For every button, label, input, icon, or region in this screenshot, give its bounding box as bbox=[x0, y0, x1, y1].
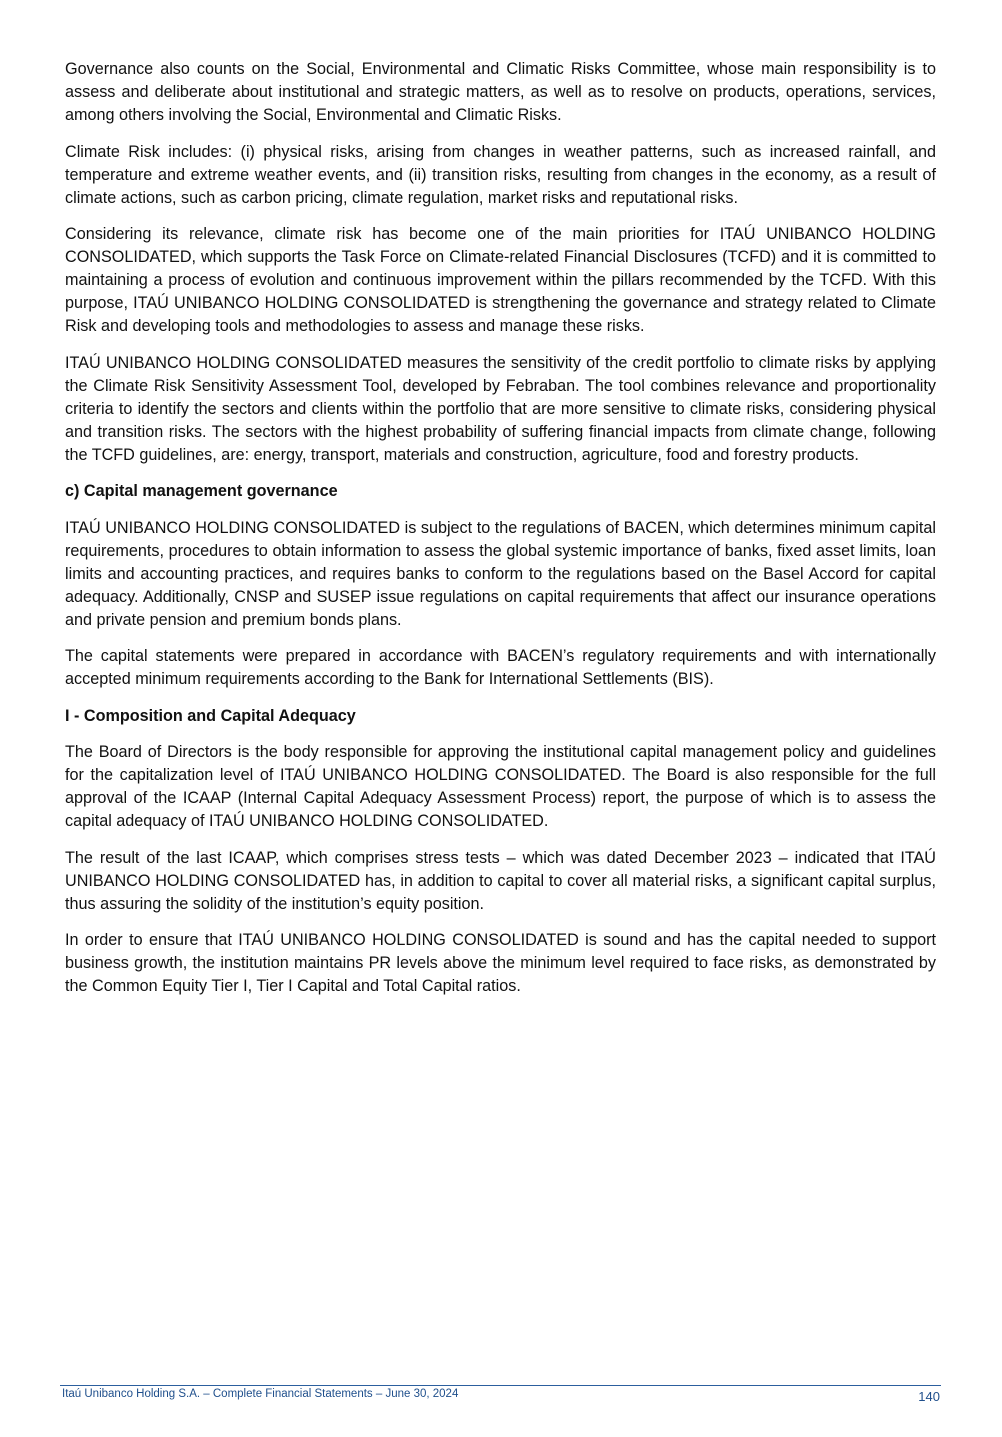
paragraph-bacen-regulations: ITAÚ UNIBANCO HOLDING CONSOLIDATED is subject to the regulations of BACEN, which determines minimum capital requirements, procedures to obtain information to assess the global systemic importance of banks, fixed asset limits, loan limits and accounting practices, and requires banks to conform to the regulations based on the Basel Accord for capital adequacy. Additionally, CNSP and SUSEP issue regulations on capital requirements that affect our insurance operations and private pension and premium bonds plans. bbox=[65, 518, 936, 629]
document-body bbox=[65, 58, 936, 1012]
paragraph-tcfd: Considering its relevance, climate risk has become one of the main priorities for ITAÚ UNIBANCO HOLDING CONSOLIDATED, which supports the Task Force on Climate-related Financial Disclosures (TCFD) and it is committed to maintaining a process of evolution and continuous improvement within the pillars recommended by the TCFD. With this purpose, ITAÚ UNIBANCO HOLDING CONSOLIDATED is strengthening the governance and strategy related to Climate Risk and developing tools and methodologies to assess and manage these risks. bbox=[65, 225, 936, 335]
paragraph-board-directors: The Board of Directors is the body responsible for approving the institutional capital management policy and guidelines for the capitalization level of ITAÚ UNIBANCO HOLDING CONSOLIDATED. The Board is also responsible for the full approval of the ICAAP (Internal Capital Adequacy Assessment Process) report, the purpose of which is to assess the capital adequacy of ITAÚ UNIBANCO HOLDING CONSOLIDATED. bbox=[65, 743, 936, 830]
paragraph-capital-statements: The capital statements were prepared in accordance with BACEN’s regulatory requirements and with internationally accepted minimum requirements according to the Bank for International Settlements (BIS). bbox=[65, 647, 936, 688]
footer-page-number: 140 bbox=[918, 1389, 940, 1404]
heading-composition-capital-adequacy: I - Composition and Capital Adequacy bbox=[65, 706, 356, 725]
paragraph-climate-risk: Climate Risk includes: (i) physical risks, arising from changes in weather patterns, such as increased rainfall, and temperature and extreme weather events, and (ii) transition risks, resulting from changes in the economy, as a result of climate actions, such as carbon pricing, climate regulation, market risks and reputational risks. bbox=[65, 142, 936, 207]
paragraph-icaap-result: The result of the last ICAAP, which comprises stress tests – which was dated December 2023 – indicated that ITAÚ UNIBANCO HOLDING CONSOLIDATED has, in addition to capital to cover all material risks, a significant capital surplus, thus assuring the solidity of the institution’s equity position. bbox=[65, 848, 936, 913]
footer-divider bbox=[60, 1385, 941, 1386]
paragraph-sensitivity-tool: ITAÚ UNIBANCO HOLDING CONSOLIDATED measures the sensitivity of the credit portfolio to climate risks by applying the Climate Risk Sensitivity Assessment Tool, developed by Febraban. The tool combines relevance and proportionality criteria to identify the sectors and clients within the portfolio that are more sensitive to climate risks, considering physical and transition risks. The sectors with the highest probability of suffering financial impacts from climate change, following the TCFD guidelines, are: energy, transport, materials and construction, agriculture, food and forestry products. bbox=[65, 353, 936, 464]
heading-capital-management: c) Capital management governance bbox=[65, 482, 338, 500]
footer-document-title: Itaú Unibanco Holding S.A. – Complete Financial Statements – June 30, 2024 bbox=[62, 1388, 459, 1400]
paragraph-committee: Governance also counts on the Social, Environmental and Climatic Risks Committee, whose main responsibility is to assess and deliberate about institutional and strategic matters, as well as to resolve on products, operations, services, among others involving the Social, Environmental and Climatic Risks. bbox=[65, 60, 936, 124]
paragraph-capital-ratios: In order to ensure that ITAÚ UNIBANCO HOLDING CONSOLIDATED is sound and has the capital needed to support business growth, the institution maintains PR levels above the minimum level required to face risks, as demonstrated by the Common Equity Tier I, Tier I Capital and Total Capital ratios. bbox=[65, 931, 936, 995]
